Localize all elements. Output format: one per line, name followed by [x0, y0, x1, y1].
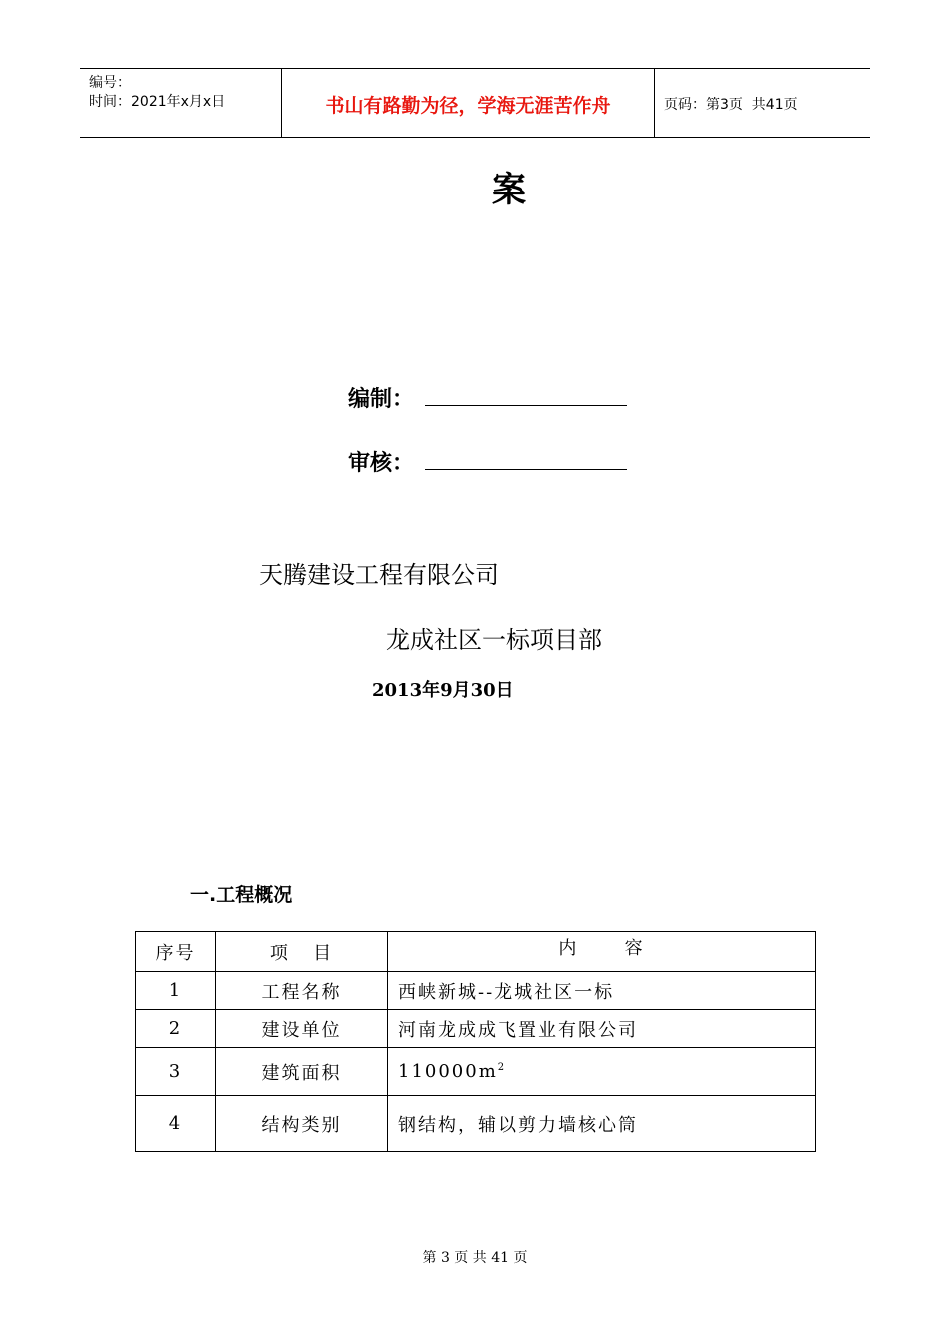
section-heading: 一.工程概况 — [190, 884, 293, 906]
document-time-label: 时间：2021年x月x日 — [89, 94, 226, 110]
header-page-info: 页码：第3页 共41页 — [664, 97, 798, 113]
page-footer: 第 3 页 共 41 页 — [422, 1250, 528, 1266]
header-page-cell — [654, 69, 870, 137]
row-item: 建设单位 — [216, 1010, 388, 1048]
row-no: 2 — [136, 1010, 216, 1048]
unit-superscript: 2 — [497, 1062, 507, 1073]
header-no: 序号 — [136, 932, 216, 972]
row-content-cell — [388, 1048, 816, 1096]
header-motto-cell — [281, 69, 655, 137]
row-content: 西峡新城--龙城社区一标 — [388, 972, 816, 1010]
company-name: 天腾建设工程有限公司 — [259, 561, 499, 589]
header-content: 内 容 — [388, 932, 816, 972]
reviewer-label: 审核： — [348, 451, 415, 476]
table-header-row — [136, 932, 816, 972]
document-number-label: 编号： — [89, 75, 131, 91]
header-meta-cell — [80, 69, 280, 137]
table-row — [136, 1096, 816, 1152]
row-item: 结构类别 — [216, 1096, 388, 1152]
row-item: 工程名称 — [216, 972, 388, 1010]
table-row — [136, 1048, 816, 1096]
title-fragment: 案 — [492, 170, 526, 210]
reviewer-signature-line — [425, 469, 627, 470]
row-no: 3 — [136, 1048, 216, 1096]
department-name: 龙成社区一标项目部 — [386, 626, 602, 654]
row-no: 4 — [136, 1096, 216, 1152]
header-motto: 书山有路勤为径，学海无涯苦作舟 — [325, 95, 611, 117]
page-header — [80, 68, 870, 138]
header-item: 项 目 — [216, 932, 388, 972]
row-content: 钢结构，辅以剪力墙核心筒 — [388, 1096, 816, 1152]
row-content: 河南龙成成飞置业有限公司 — [388, 1010, 816, 1048]
project-overview-table — [135, 931, 816, 1152]
editor-label: 编制： — [348, 387, 415, 412]
document-date: 2013年9月30日 — [372, 680, 514, 701]
row-item: 建筑面积 — [216, 1048, 388, 1096]
row-no: 1 — [136, 972, 216, 1010]
table-row — [136, 972, 816, 1010]
row-content: 110000m — [398, 1061, 498, 1082]
table-row — [136, 1010, 816, 1048]
editor-signature-line — [425, 405, 627, 406]
